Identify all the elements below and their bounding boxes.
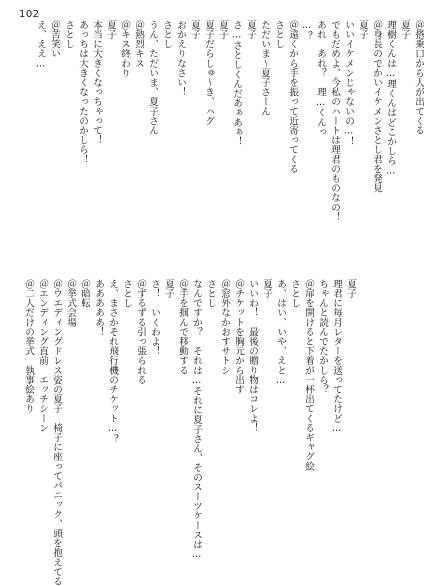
script-line: 夏子 (261, 279, 272, 299)
script-line: ＠キス終わり (119, 20, 130, 78)
script-line: ちゃんと読んでたかしら？ (317, 279, 328, 395)
script-line: さとし (161, 20, 172, 49)
script-line: さ…さとしくんだあぁあぁ！ (231, 20, 242, 147)
script-line: 理樹くんは…理くんはどこかしら… (385, 20, 396, 177)
script-line: ＠挙式会場 (65, 279, 76, 327)
script-line: ＠苦笑い (49, 20, 60, 59)
page-number: 102 (19, 9, 40, 20)
script-line: 夏子 (189, 20, 200, 40)
script-line: あ、はい、いや、えと… (275, 279, 286, 386)
script-line: ＠扉を開けると下着が一杯出てくるギャグ絵 (303, 279, 314, 471)
script-line: 夏子 (163, 279, 174, 299)
script-line: 本当に大きくなっちゃって！ (91, 20, 102, 145)
script-line: いいイケメンじゃないの…！ (343, 20, 354, 147)
bottom-script-section (22, 279, 356, 586)
script-line: ＠熱烈キス (133, 20, 144, 68)
script-line: いいわ！ 最後の贈り物はコレよ！ (247, 279, 258, 433)
top-script-section (34, 20, 424, 222)
script-line: ただいま～夏子さーん (259, 20, 270, 116)
script-line: ＠エンディング直前 エッチシーン (37, 279, 48, 433)
script-line: え、ええ… (35, 20, 46, 70)
script-line: 夏子 (217, 20, 228, 40)
script-line: ＠手を掴んで移動する (177, 279, 188, 375)
script-line: さとし (121, 279, 132, 308)
script-line: ＠暗転 (79, 279, 90, 308)
script-line: ＠遠くから手を振って近寄ってくる (287, 20, 298, 174)
script-line: え、まさかそれ飛行機のチケット…？ (107, 279, 118, 444)
script-line: 理君に毎月レターを送ってたけど… (331, 279, 342, 434)
script-line: おかえりなさい！ (175, 20, 186, 97)
script-line: さとし (63, 20, 74, 49)
script-line: あれ あれ？ 理…くんっ (315, 20, 326, 137)
script-line: さとし (289, 279, 300, 308)
script-line: でもだめよ、今私のハートは理君のものなの！ (329, 20, 340, 222)
script-line: 夏子 (245, 20, 256, 40)
script-line: ＠ウエディングドレス姿の夏子 椅子に座ってパニック、頭を抱えてる (51, 279, 62, 586)
script-line: 夏子 (357, 20, 368, 40)
script-line: 夏子 (105, 20, 116, 40)
script-line: 夏子 (399, 20, 410, 40)
script-line: ＠ずるずる引っ張られる (135, 279, 146, 385)
script-line: さとし (273, 20, 284, 49)
script-line: あああああ！ (93, 279, 104, 337)
script-line: うん、ただいま、夏子さん (147, 20, 158, 136)
script-line: …？ (301, 20, 312, 41)
script-line: ＠身長のでかいイケメンさとし君を発見 (371, 20, 382, 193)
script-line: なんですか？ それは…それに夏子さん、そのスーツケースは… (191, 279, 202, 561)
script-line: ＠窓外なかおすサトシ (219, 279, 230, 375)
script-line: 夏子だらしゅ～き、ハグ (203, 20, 214, 126)
script-line: ＠二人だけの挙式 執事絵あり (23, 279, 34, 414)
script-line: さ！ いくわよ！ (149, 279, 160, 356)
script-line: 夏子 (345, 279, 356, 299)
script-line: さとし (205, 279, 216, 308)
script-line: あっちは大きくなったのかしら！ (77, 20, 88, 164)
script-line: ＠チケットを胸元から出す (233, 279, 244, 395)
script-line: ＠搭乗口から人が出てくる (413, 20, 424, 136)
